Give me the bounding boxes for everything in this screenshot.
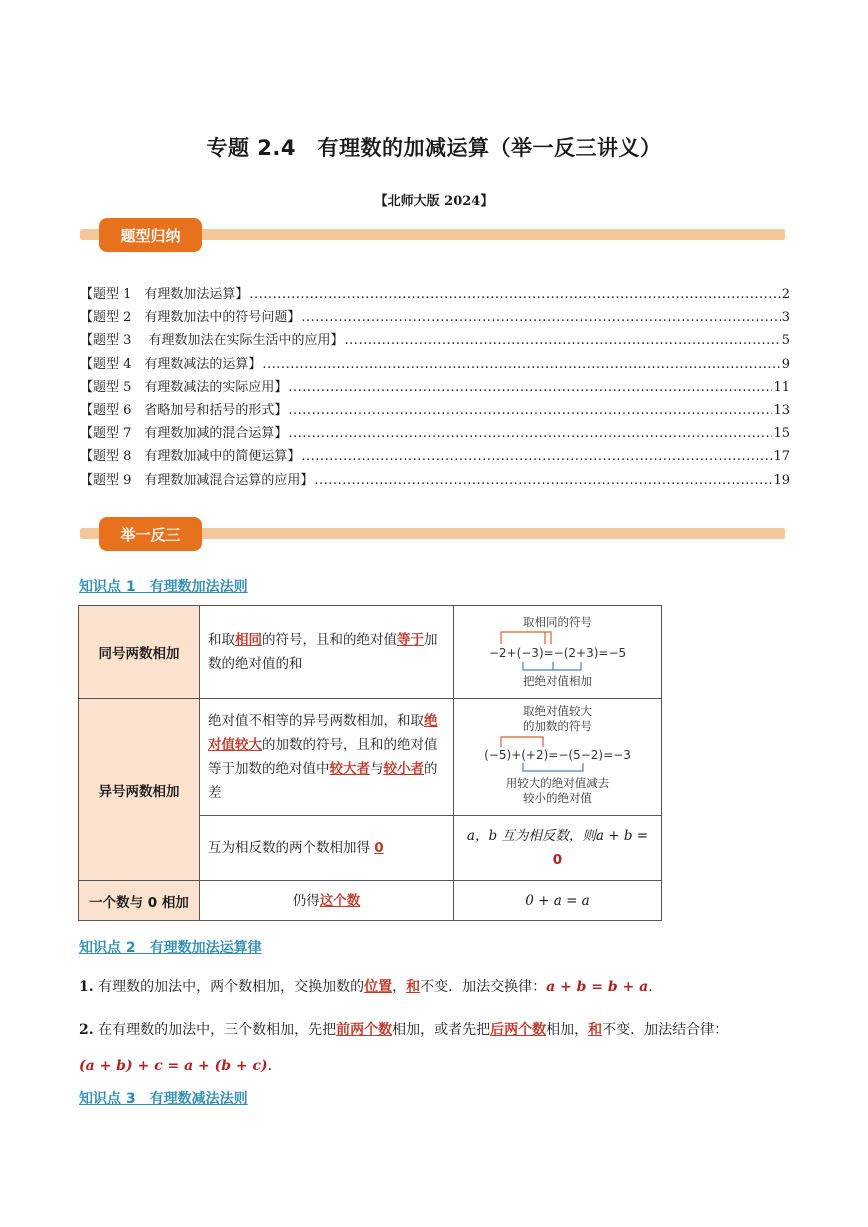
toc-item[interactable] [80, 445, 790, 468]
knowledge-point-heading: 知识点 2 有理数加法运算律 [79, 940, 262, 956]
row-description: 仍得这个数 [200, 881, 454, 921]
toc-leader [314, 473, 772, 488]
rule-diagram-opposite-sign [454, 699, 662, 816]
row-description: 和取相同的符号，且和的绝对值等于加数的绝对值的和 [200, 606, 454, 699]
toc-item-page: 11 [773, 379, 790, 395]
keyword: 较小者 [383, 761, 424, 777]
diagram-expression: (−5)+(+2)=−(5−2)=−3 [484, 748, 631, 762]
section-tag-label: 题型归纳 [120, 226, 181, 245]
row-category: 一个数与 0 相加 [79, 881, 200, 921]
diagram-top-label: 取绝对值较大 [523, 704, 592, 718]
table-row [79, 606, 662, 699]
example-result: 0 [552, 852, 563, 868]
toc-item-label: 【题型 8 有理数加减中的简便运算】 [80, 449, 301, 465]
associative-law-paragraph: 2. 在有理数的加法中，三个数相加，先把前两个数相加，或者先把后两个数相加，和不变．加法结合律： (a + b) + c = a + (b + c). [79, 1022, 729, 1074]
page-title: 专题 2.4 有理数的加减运算（举一反三讲义） [206, 136, 662, 160]
toc-item[interactable] [80, 469, 790, 492]
commutative-law-paragraph: 1. 有理数的加法中，两个数相加，交换加数的位置，和不变．加法交换律：a + b = b + a. [79, 979, 653, 995]
toc-item-label: 【题型 2 有理数加法中的符号问题】 [80, 310, 301, 326]
table-row [79, 881, 662, 921]
toc-item[interactable] [80, 422, 790, 445]
row-description: 互为相反数的两个数相加得 0 [200, 816, 454, 881]
keyword: 这个数 [319, 892, 361, 909]
toc-item-page: 5 [781, 333, 790, 349]
toc-item-label: 【题型 9 有理数加减混合运算的应用】 [80, 472, 314, 488]
toc-item-label: 【题型 1 有理数加法运算】 [80, 287, 249, 302]
keyword: 和 [588, 1022, 603, 1038]
diagram-bottom-label: 用较大的绝对值减去 [505, 776, 610, 790]
keyword: 0 [374, 840, 384, 856]
addition-rules-table [78, 605, 662, 921]
toc-item-label: 【题型 3 有理数加法在实际生活中的应用】 [80, 333, 344, 349]
keyword: 较大者 [329, 761, 370, 777]
toc-item[interactable] [80, 306, 790, 329]
toc-leader [345, 333, 781, 348]
toc-item-page: 2 [781, 287, 790, 302]
toc-item[interactable] [80, 399, 790, 422]
toc-leader [301, 310, 780, 325]
toc-leader [301, 449, 772, 464]
knowledge-point-heading: 知识点 3 有理数减法法则 [79, 1091, 248, 1107]
example-text: 0 + a = a [525, 892, 590, 909]
section-tag-label: 举一反三 [120, 525, 181, 544]
toc-leader [288, 403, 772, 418]
keyword: 和 [406, 979, 421, 995]
keyword: 位置 [364, 979, 393, 995]
toc-item-label: 【题型 6 省略加号和括号的形式】 [80, 402, 288, 418]
toc-item-label: 【题型 5 有理数减法的实际应用】 [80, 379, 288, 395]
edition-subtitle: 【北师大版 2024】 [374, 194, 494, 209]
toc-leader [288, 426, 772, 441]
row-example [454, 881, 662, 921]
toc-item-page: 3 [781, 310, 790, 326]
section-tag-types [99, 218, 202, 252]
keyword: 前两个数 [336, 1022, 393, 1038]
toc-item-page: 17 [773, 449, 790, 465]
table-of-contents [80, 283, 790, 492]
section-tag-examples [99, 517, 202, 551]
toc-item[interactable] [80, 283, 790, 306]
toc-leader [262, 357, 780, 372]
toc-item[interactable] [80, 376, 790, 399]
keyword: 等于 [397, 632, 424, 648]
toc-item-page: 15 [773, 426, 790, 442]
example-text: a，b 互为相反数，则a + b = [466, 828, 649, 844]
diagram-top-label: 取相同的符号 [523, 615, 592, 629]
table-row [79, 699, 662, 816]
formula: a + b = b + a [546, 979, 649, 995]
toc-item[interactable] [80, 329, 790, 352]
row-example [454, 816, 662, 881]
diagram-expression: −2+(−3)=−(2+3)=−5 [488, 646, 627, 660]
row-description: 绝对值不相等的异号两数相加，和取绝对值较大的加数的符号，且和的绝对值等于加数的绝对值中较大者与较小者的差 [200, 699, 454, 816]
toc-item-label: 【题型 4 有理数减法的运算】 [80, 356, 262, 372]
toc-leader [288, 380, 772, 395]
row-category: 同号两数相加 [79, 606, 200, 699]
keyword: 后两个数 [490, 1022, 547, 1038]
toc-item-page: 19 [773, 472, 790, 488]
keyword: 绝对值较大 [208, 713, 438, 753]
rule-diagram-same-sign [454, 606, 662, 699]
toc-item-page: 13 [773, 402, 790, 418]
formula: (a + b) + c = a + (b + c) [79, 1058, 268, 1074]
diagram-bottom-label: 把绝对值相加 [523, 674, 592, 688]
diagram-top-label: 的加数的符号 [523, 719, 592, 733]
row-category: 异号两数相加 [79, 699, 200, 881]
toc-item-label: 【题型 7 有理数加减的混合运算】 [80, 426, 288, 442]
toc-item[interactable] [80, 353, 790, 376]
toc-item-page: 9 [781, 356, 790, 372]
knowledge-point-heading: 知识点 1 有理数加法法则 [79, 579, 248, 595]
diagram-bottom-label: 较小的绝对值 [523, 791, 592, 805]
toc-leader [249, 287, 780, 302]
keyword: 相同 [235, 632, 262, 648]
